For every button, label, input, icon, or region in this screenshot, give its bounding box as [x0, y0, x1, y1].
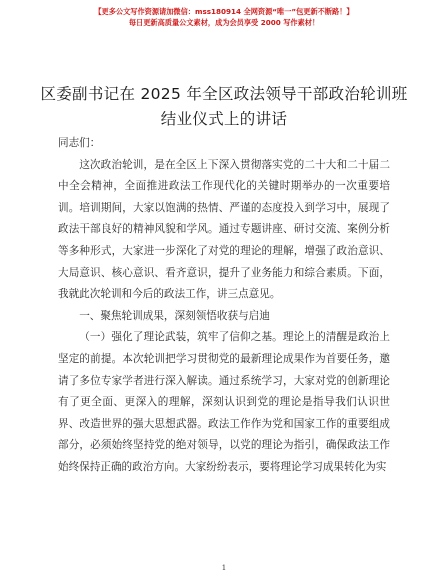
- document-body: [58, 133, 390, 479]
- section-heading-1: 一、聚焦轮训成果，深刻领悟收获与启迪: [79, 309, 270, 322]
- promo-banner-line-2: 每日更新高质量公文素材，成为会员享受 2000 写作素材！: [128, 18, 320, 27]
- body-paragraph-1-1: （一）强化了理论武装，筑牢了信仰之基。理论上的清醒是政治上坚定的前提。本次轮训把学习贯彻党的最新理论成果作为首要任务，邀请了多位专家学者进行深入解读。通过系统学习，大家对党的创新理论有了更全面、更深入的理解，深刻认识到党的理论是指导我们认识世界、改造世界的强大思想武器。政法工作作为党和国家工作的重要组成部分，必须始终坚持党的绝对领导，以党的理论为指引，确保政法工作始终保持正确的政治方向。大家纷纷表示，要将理论学习成果转化为实: [58, 331, 390, 473]
- page-number: 1: [221, 564, 227, 572]
- promo-banner: [0, 6, 448, 28]
- body-paragraph-intro: 这次政治轮训，是在全区上下深入贯彻落实党的二十大和二十届二中全会精神，全面推进政法工作现代化的关键时期举办的一次重要培训。培训期间，大家以饱满的热情、严谨的态度投入到学习中，展现了政法干部良好的精神风貌和学风。通过专题讲座、研讨交流、案例分析等多种形式，大家进一步深化了对党的理论的理解，增强了政治意识、大局意识、核心意识、看齐意识，提升了业务能力和综合素质。下面，我就此次轮训和今后的政法工作，讲三点意见。: [58, 158, 390, 301]
- promo-banner-line-1: 【更多公文写作资源请加微信：mss180914 全网资源“唯一”包更新不断路！】: [94, 7, 354, 16]
- document-title: 区委副书记在 2025 年全区政法领导干部政治轮训班结业仪式上的讲话: [40, 85, 408, 128]
- salutation: 同志们：: [58, 137, 101, 149]
